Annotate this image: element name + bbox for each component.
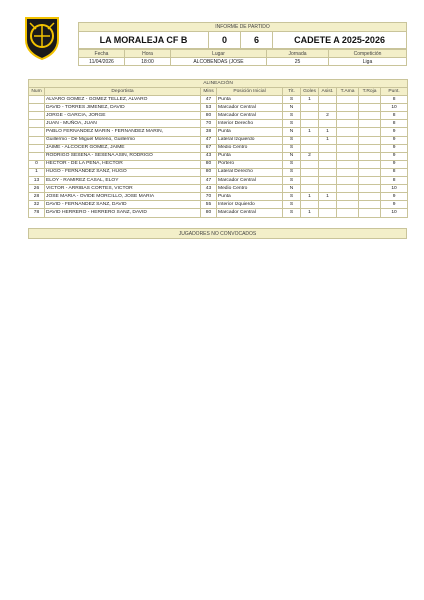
- meta-matchday: 25: [267, 58, 329, 66]
- assists: [319, 120, 337, 128]
- goals: 1: [301, 96, 319, 104]
- yellow-cards: [337, 177, 359, 185]
- goals: [301, 136, 319, 144]
- table-row: [29, 136, 408, 144]
- goals: [301, 201, 319, 209]
- starter: S: [283, 120, 301, 128]
- minutes: 53: [201, 104, 217, 112]
- away-score: 6: [241, 32, 273, 49]
- player-number: [29, 104, 45, 112]
- rating: 10: [381, 185, 408, 193]
- competition-name: CADETE A 2025-2026: [273, 32, 407, 49]
- rating: 9: [381, 136, 408, 144]
- player-name: ALVARO GOMEZ - GOMEZ TELLEZ, ALVARO: [45, 96, 201, 104]
- red-cards: [359, 128, 381, 136]
- not-called-title: JUGADORES NO CONVOCADOS: [29, 229, 407, 239]
- player-number: [29, 120, 45, 128]
- rating: 9: [381, 160, 408, 168]
- red-cards: [359, 193, 381, 201]
- yellow-cards: [337, 160, 359, 168]
- minutes: 80: [201, 168, 217, 176]
- minutes: 47: [201, 136, 217, 144]
- assists: [319, 152, 337, 160]
- table-row: [29, 201, 408, 209]
- position: Punta: [217, 96, 283, 104]
- meta-label: Fecha: [79, 50, 125, 58]
- red-cards: [359, 177, 381, 185]
- yellow-cards: [337, 209, 359, 217]
- rating: 9: [381, 193, 408, 201]
- player-name: VICTOR - ARRIBAS CORTES, VICTOR: [45, 185, 201, 193]
- match-meta: [78, 49, 407, 66]
- goals: [301, 160, 319, 168]
- player-number: [29, 144, 45, 152]
- goals: [301, 168, 319, 176]
- rating: 9: [381, 201, 408, 209]
- yellow-cards: [337, 144, 359, 152]
- starter: S: [283, 209, 301, 217]
- minutes: 43: [201, 185, 217, 193]
- player-name: ELOY - RAMIREZ CASAL, ELOY: [45, 177, 201, 185]
- assists: [319, 144, 337, 152]
- starter: N: [283, 128, 301, 136]
- column-header: Tit.: [283, 88, 301, 96]
- meta-label: Lugar: [171, 50, 267, 58]
- starter: S: [283, 144, 301, 152]
- minutes: 38: [201, 128, 217, 136]
- goals: 1: [301, 193, 319, 201]
- starter: N: [283, 185, 301, 193]
- lineup-title: ALINEACIÓN: [29, 80, 408, 88]
- club-crest-icon: [22, 14, 62, 60]
- position: Medio Centro: [217, 185, 283, 193]
- player-number: 32: [29, 201, 45, 209]
- meta-label: Jornada: [267, 50, 329, 58]
- column-header: T.Roja: [359, 88, 381, 96]
- player-name: JAIME - ALCOCER GOMEZ, JAIME: [45, 144, 201, 152]
- starter: N: [283, 104, 301, 112]
- column-header: Num: [29, 88, 45, 96]
- player-number: [29, 152, 45, 160]
- yellow-cards: [337, 136, 359, 144]
- assists: [319, 160, 337, 168]
- starter: S: [283, 160, 301, 168]
- column-header: Asist.: [319, 88, 337, 96]
- table-row: [29, 144, 408, 152]
- player-name: DAVID - FERNANDEZ SANZ, DAVID: [45, 201, 201, 209]
- table-row: [29, 152, 408, 160]
- goals: [301, 112, 319, 120]
- table-row: [29, 209, 408, 217]
- starter: S: [283, 136, 301, 144]
- starter: S: [283, 177, 301, 185]
- red-cards: [359, 185, 381, 193]
- minutes: 70: [201, 193, 217, 201]
- home-score: 0: [209, 32, 241, 49]
- position: Punta: [217, 193, 283, 201]
- yellow-cards: [337, 201, 359, 209]
- minutes: 47: [201, 177, 217, 185]
- yellow-cards: [337, 96, 359, 104]
- yellow-cards: [337, 152, 359, 160]
- rating: 8: [381, 168, 408, 176]
- column-header: Goles: [301, 88, 319, 96]
- position: Interior Derecho: [217, 120, 283, 128]
- position: Marcador Central: [217, 104, 283, 112]
- assists: [319, 177, 337, 185]
- player-name: HECTOR - DE LA PEÑA, HECTOR: [45, 160, 201, 168]
- goals: [301, 177, 319, 185]
- meta-label: Competición: [329, 50, 407, 58]
- player-number: [29, 96, 45, 104]
- rating: 10: [381, 209, 408, 217]
- position: Medio Centro: [217, 144, 283, 152]
- goals: [301, 120, 319, 128]
- assists: [319, 185, 337, 193]
- player-name: HUGO - FERNANDEZ SANZ, HUGO: [45, 168, 201, 176]
- minutes: 43: [201, 152, 217, 160]
- rating: 9: [381, 152, 408, 160]
- yellow-cards: [337, 104, 359, 112]
- red-cards: [359, 160, 381, 168]
- player-number: 13: [29, 177, 45, 185]
- red-cards: [359, 201, 381, 209]
- table-row: [29, 193, 408, 201]
- table-row: [29, 104, 408, 112]
- table-row: [29, 120, 408, 128]
- rating: 9: [381, 144, 408, 152]
- table-row: [29, 112, 408, 120]
- column-header: Posición Inicial: [217, 88, 283, 96]
- minutes: 67: [201, 144, 217, 152]
- red-cards: [359, 96, 381, 104]
- meta-venue: ALCOBENDAS (JOSE: [171, 58, 267, 66]
- position: Marcador Central: [217, 177, 283, 185]
- player-name: DAVID - TORRES JIMENEZ, DAVID: [45, 104, 201, 112]
- position: Lateral Derecho: [217, 168, 283, 176]
- meta-label: Hora: [125, 50, 171, 58]
- column-header: Punt.: [381, 88, 408, 96]
- minutes: 47: [201, 96, 217, 104]
- player-name: JUAN - MUÑOA, JUAN: [45, 120, 201, 128]
- player-number: 28: [29, 193, 45, 201]
- goals: [301, 104, 319, 112]
- table-row: [29, 185, 408, 193]
- column-header: Mins: [201, 88, 217, 96]
- player-number: 1: [29, 168, 45, 176]
- lineup-table: [28, 79, 408, 218]
- position: Interior Izquierdo: [217, 201, 283, 209]
- match-header: [78, 22, 407, 49]
- assists: 1: [319, 128, 337, 136]
- table-row: [29, 160, 408, 168]
- home-team-name: LA MORALEJA CF B: [79, 32, 209, 49]
- player-name: JORGE - GARCIA, JORGE: [45, 112, 201, 120]
- report-title: INFORME DE PARTIDO: [79, 23, 407, 32]
- yellow-cards: [337, 185, 359, 193]
- table-row: [29, 168, 408, 176]
- rating: 8: [381, 120, 408, 128]
- red-cards: [359, 104, 381, 112]
- yellow-cards: [337, 120, 359, 128]
- player-number: 78: [29, 209, 45, 217]
- position: Punta: [217, 128, 283, 136]
- rating: 10: [381, 104, 408, 112]
- player-name: Guillermo - De Miguel Moreno, Guillermo: [45, 136, 201, 144]
- yellow-cards: [337, 128, 359, 136]
- table-row: [29, 128, 408, 136]
- table-row: [29, 96, 408, 104]
- red-cards: [359, 120, 381, 128]
- rating: 8: [381, 112, 408, 120]
- yellow-cards: [337, 168, 359, 176]
- meta-time: 18:00: [125, 58, 171, 66]
- player-number: 0: [29, 160, 45, 168]
- red-cards: [359, 136, 381, 144]
- table-row: [29, 177, 408, 185]
- red-cards: [359, 168, 381, 176]
- yellow-cards: [337, 112, 359, 120]
- player-name: JOSE MARIA - OVIDE MORCILLO, JOSE MARIA: [45, 193, 201, 201]
- minutes: 80: [201, 112, 217, 120]
- assists: [319, 96, 337, 104]
- rating: 8: [381, 96, 408, 104]
- starter: S: [283, 112, 301, 120]
- assists: 1: [319, 193, 337, 201]
- player-number: [29, 128, 45, 136]
- position: Marcador Central: [217, 112, 283, 120]
- assists: [319, 209, 337, 217]
- rating: 9: [381, 128, 408, 136]
- starter: N: [283, 152, 301, 160]
- goals: 2: [301, 152, 319, 160]
- goals: 1: [301, 128, 319, 136]
- not-called-section: [28, 228, 407, 239]
- starter: S: [283, 193, 301, 201]
- assists: [319, 104, 337, 112]
- position: Portero: [217, 160, 283, 168]
- minutes: 80: [201, 160, 217, 168]
- minutes: 55: [201, 201, 217, 209]
- starter: S: [283, 201, 301, 209]
- player-name: PABLO FERNANDEZ MARIN - FERNANDEZ MARIN,: [45, 128, 201, 136]
- minutes: 80: [201, 209, 217, 217]
- player-number: [29, 136, 45, 144]
- position: Marcador Central: [217, 209, 283, 217]
- goals: 1: [301, 209, 319, 217]
- position: Lateral Izquierdo: [217, 136, 283, 144]
- meta-date: 11/04/2026: [79, 58, 125, 66]
- red-cards: [359, 144, 381, 152]
- goals: [301, 144, 319, 152]
- starter: S: [283, 96, 301, 104]
- starter: S: [283, 168, 301, 176]
- column-header: T.Ama: [337, 88, 359, 96]
- assists: 2: [319, 112, 337, 120]
- red-cards: [359, 209, 381, 217]
- goals: [301, 185, 319, 193]
- yellow-cards: [337, 193, 359, 201]
- assists: [319, 168, 337, 176]
- assists: [319, 201, 337, 209]
- column-header: Deportista: [45, 88, 201, 96]
- rating: 8: [381, 177, 408, 185]
- red-cards: [359, 152, 381, 160]
- red-cards: [359, 112, 381, 120]
- position: Punta: [217, 152, 283, 160]
- player-number: 26: [29, 185, 45, 193]
- player-name: DAVID HERRERO - HERRERO SANZ, DAVID: [45, 209, 201, 217]
- minutes: 70: [201, 120, 217, 128]
- assists: 1: [319, 136, 337, 144]
- meta-competition: Liga: [329, 58, 407, 66]
- player-name: RODRIGO SESEÑA - SESEÑA ASIN, RODRIGO: [45, 152, 201, 160]
- player-number: [29, 112, 45, 120]
